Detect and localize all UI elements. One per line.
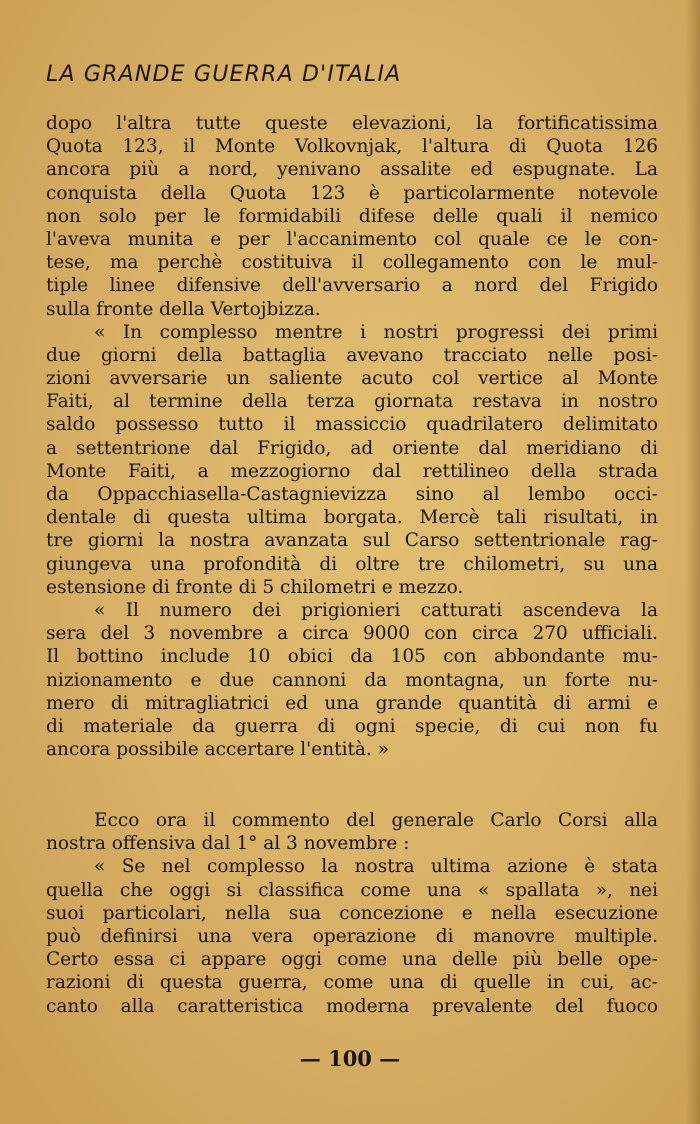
text-line: ancora possibile accertare l'entità. » xyxy=(46,739,390,761)
text-line: mero di mitragliatrici ed una grande quantità di armi e xyxy=(46,692,658,714)
text-line: quella che oggi si classifica come una « spallata », nei xyxy=(46,879,658,901)
text-line: dopo l'altra tutte queste elevazioni, la fortificatissima xyxy=(46,113,658,134)
text-line: Quota 123, il Monte Volkovnjak, l'altura di Quota 126 xyxy=(46,136,658,158)
page-number: — 100 — xyxy=(299,1046,401,1071)
text-line: Il bottino include 10 obici da 105 con abbondante mu- xyxy=(46,646,658,668)
text-line: Faiti, al termine della terza giornata restava in nostro xyxy=(46,391,658,413)
text-line: nizionamento e due cannoni da montagna, un forte nu- xyxy=(46,669,658,691)
text-line: tiple linee difensive dell'avversario a nord del Frigido xyxy=(46,275,658,297)
text-line: giungeva una profondità di oltre tre chilometri, su una xyxy=(46,553,658,575)
text-line: saldo possesso tutto il massiccio quadrilatero delimitato xyxy=(46,414,658,436)
text-line: suoi particolari, nella sua concezione e nella esecuzione xyxy=(46,902,658,924)
text-line: ancora più a nord, yenivano assalite ed espugnate. La xyxy=(46,159,658,181)
text-line: tre giorni la nostra avanzata sul Carso settentrionale rag- xyxy=(46,530,658,552)
text-line: dentale di questa ultima borgata. Mercè tali risultati, in xyxy=(46,507,658,529)
text-block-upper xyxy=(46,112,658,761)
text-line: Ecco ora il commento del generale Carlo Corsi alla xyxy=(94,810,658,831)
running-header: LA GRANDE GUERRA D'ITALIA xyxy=(46,62,402,87)
text-line: a settentrione dal Frigido, ad oriente dal meridiano di xyxy=(46,437,658,459)
text-line: non solo per le formidabili difese delle quali il nemico xyxy=(46,205,658,227)
text-line: conquista della Quota 123 è particolarmente notevole xyxy=(46,182,658,204)
paragraph xyxy=(46,321,658,599)
page-edge-shadow xyxy=(686,0,700,1124)
paragraph xyxy=(46,599,658,761)
text-line: canto alla caratteristica moderna prevalente del fuoco xyxy=(46,995,658,1017)
text-line: Certo essa ci appare oggi come una delle più belle ope- xyxy=(46,949,658,971)
text-line: sera del 3 novembre a circa 9000 con circa 270 ufficiali. xyxy=(46,623,658,645)
text-line: Monte Faiti, a mezzogiorno dal rettilineo della strada xyxy=(46,460,658,482)
text-line: sulla fronte della Vertojbizza. xyxy=(46,298,321,320)
text-line: di materiale da guerra di ogni specie, di cui non fu xyxy=(46,715,658,737)
text-line: può definirsi una vera operazione di manovre multiple. xyxy=(46,925,658,947)
text-line: razioni di questa guerra, come una di quelle in cui, ac- xyxy=(46,972,658,994)
paragraph xyxy=(46,112,658,321)
text-line: due giorni della battaglia avevano tracciato nelle posi- xyxy=(46,344,658,366)
text-line: « Se nel complesso la nostra ultima azione è stata xyxy=(94,856,658,878)
text-line: estensione di fronte di 5 chilometri e mezzo. xyxy=(46,576,464,598)
text-line: « In complesso mentre i nostri progressi dei primi xyxy=(94,321,658,343)
text-line: zioni avversarie un saliente acuto col vertice al Monte xyxy=(46,368,658,390)
text-block-lower xyxy=(46,809,658,1018)
text-line: nostra offensiva dal 1° al 3 novembre : xyxy=(46,833,410,855)
text-line: tese, ma perchè costituiva il collegamento con le mul- xyxy=(46,252,658,274)
text-line: « Il numero dei prigionieri catturati ascendeva la xyxy=(94,599,658,621)
paragraph xyxy=(46,855,658,1017)
text-line: da Oppacchiasella-Castagnievizza sino al lembo occi- xyxy=(46,484,658,505)
text-line: l'aveva munita e per l'accanimento col quale ce le con- xyxy=(46,228,658,250)
paragraph xyxy=(46,809,658,855)
